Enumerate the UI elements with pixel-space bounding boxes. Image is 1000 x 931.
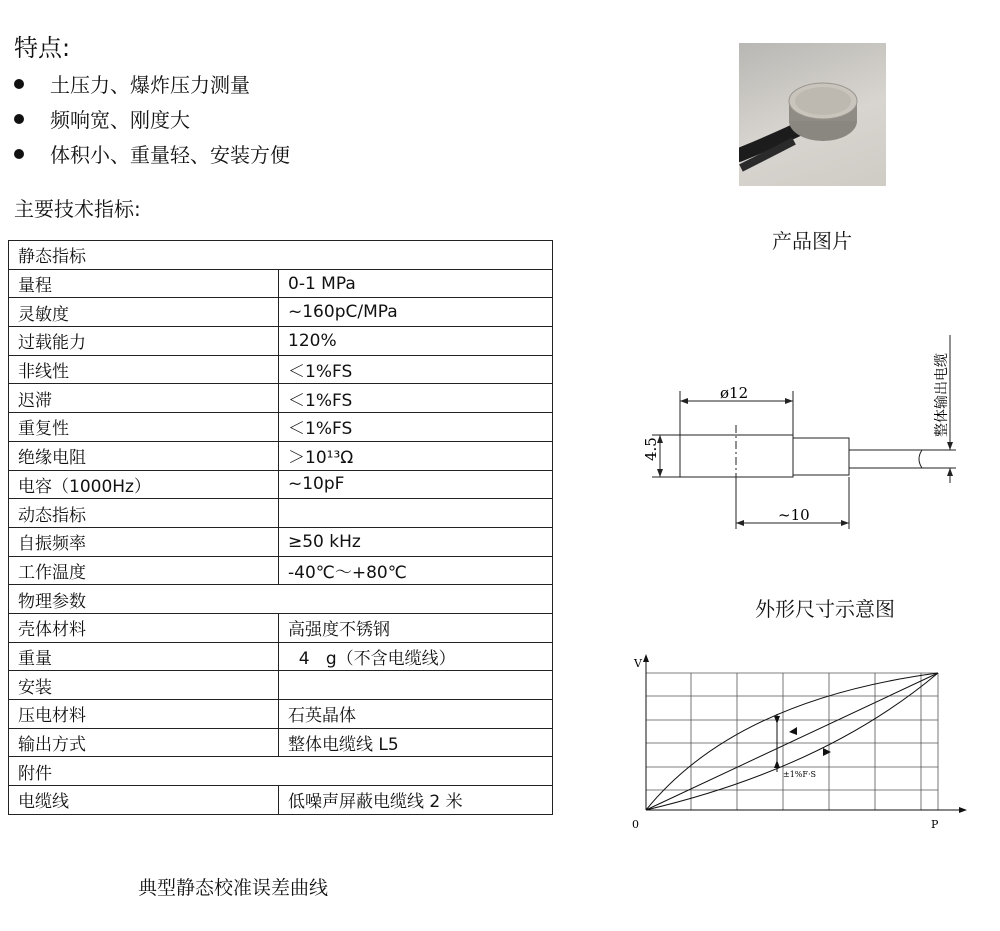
specs-table bbox=[8, 240, 553, 815]
origin-label: 0 bbox=[632, 818, 639, 831]
spec-row bbox=[9, 700, 553, 729]
spec-row bbox=[9, 642, 553, 671]
feature-item bbox=[14, 101, 290, 136]
spec-section-row bbox=[9, 585, 553, 614]
specs-title: 主要技术指标: bbox=[14, 197, 141, 221]
spec-row bbox=[9, 269, 553, 298]
spec-section-label: 物理参数 bbox=[9, 585, 553, 614]
feature-text: 土压力、爆炸压力测量 bbox=[50, 73, 250, 97]
spec-label: 过载能力 bbox=[9, 327, 279, 356]
spec-row bbox=[9, 470, 553, 499]
calibration-curve bbox=[625, 650, 975, 835]
spec-value: 石英晶体 bbox=[279, 700, 553, 729]
feature-text: 体积小、重量轻、安装方便 bbox=[50, 143, 290, 167]
spec-section-row bbox=[9, 241, 553, 270]
spec-section-label: 静态指标 bbox=[9, 241, 553, 270]
drawing-caption: 外形尺寸示意图 bbox=[755, 597, 895, 621]
spec-row bbox=[9, 728, 553, 757]
spec-value bbox=[279, 499, 553, 528]
spec-label: 绝缘电阻 bbox=[9, 441, 279, 470]
spec-label: 压电材料 bbox=[9, 700, 279, 729]
spec-label: 自振频率 bbox=[9, 527, 279, 556]
spec-row bbox=[9, 556, 553, 585]
features-list bbox=[14, 66, 290, 171]
spec-value: ＜1%FS bbox=[279, 384, 553, 413]
spec-row bbox=[9, 384, 553, 413]
features-title: 特点: bbox=[14, 34, 71, 62]
spec-value: ≥50 kHz bbox=[279, 527, 553, 556]
spec-label: 工作温度 bbox=[9, 556, 279, 585]
spec-label: 电缆线 bbox=[9, 786, 279, 815]
spec-row bbox=[9, 613, 553, 642]
bullet-icon bbox=[14, 114, 24, 124]
spec-row bbox=[9, 327, 553, 356]
spec-row bbox=[9, 441, 553, 470]
feature-item bbox=[14, 136, 290, 171]
spec-value: 高强度不锈钢 bbox=[279, 613, 553, 642]
spec-value: 低噪声屏蔽电缆线 2 米 bbox=[279, 786, 553, 815]
curve-caption: 典型静态校准误差曲线 bbox=[138, 877, 329, 899]
spec-value: ＞10¹³Ω bbox=[279, 441, 553, 470]
dimension-drawing bbox=[630, 325, 970, 535]
spec-value: 120% bbox=[279, 327, 553, 356]
spec-value: ＜1%FS bbox=[279, 355, 553, 384]
bullet-icon bbox=[14, 79, 24, 89]
y-axis-label: V bbox=[634, 657, 642, 670]
spec-value: 4 g（不含电缆线） bbox=[279, 642, 553, 671]
spec-label: 壳体材料 bbox=[9, 613, 279, 642]
spec-label: 电容（1000Hz） bbox=[9, 470, 279, 499]
product-photo-caption: 产品图片 bbox=[772, 229, 852, 253]
spec-value: 0-1 MPa bbox=[279, 269, 553, 298]
spec-label: 重复性 bbox=[9, 413, 279, 442]
error-band-label: ±1%F·S bbox=[783, 770, 816, 779]
spec-row bbox=[9, 671, 553, 700]
product-photo bbox=[739, 43, 886, 186]
spec-row bbox=[9, 413, 553, 442]
spec-row bbox=[9, 499, 553, 528]
spec-section-label: 附件 bbox=[9, 757, 553, 786]
spec-label: 安装 bbox=[9, 671, 279, 700]
spec-section-row bbox=[9, 757, 553, 786]
spec-value: ~160pC/MPa bbox=[279, 298, 553, 327]
spec-value: -40℃～+80℃ bbox=[279, 556, 553, 585]
diameter-label: ø12 bbox=[720, 384, 749, 402]
x-axis-label: P bbox=[931, 818, 939, 831]
spec-label: 重量 bbox=[9, 642, 279, 671]
spec-value: ~10pF bbox=[279, 470, 553, 499]
spec-label: 输出方式 bbox=[9, 728, 279, 757]
spec-value: ＜1%FS bbox=[279, 413, 553, 442]
height-label: 4.5 bbox=[642, 437, 660, 461]
spec-label: 动态指标 bbox=[9, 499, 279, 528]
spec-value bbox=[279, 671, 553, 700]
length-label: ~10 bbox=[778, 506, 810, 524]
bullet-icon bbox=[14, 149, 24, 159]
spec-row bbox=[9, 355, 553, 384]
spec-label: 灵敏度 bbox=[9, 298, 279, 327]
cable-label: 整体输出电缆 bbox=[934, 353, 950, 437]
feature-item bbox=[14, 66, 290, 101]
spec-row bbox=[9, 298, 553, 327]
feature-text: 频响宽、刚度大 bbox=[50, 108, 190, 132]
spec-row bbox=[9, 527, 553, 556]
spec-row bbox=[9, 786, 553, 815]
spec-label: 迟滞 bbox=[9, 384, 279, 413]
spec-value: 整体电缆线 L5 bbox=[279, 728, 553, 757]
spec-label: 非线性 bbox=[9, 355, 279, 384]
spec-label: 量程 bbox=[9, 269, 279, 298]
